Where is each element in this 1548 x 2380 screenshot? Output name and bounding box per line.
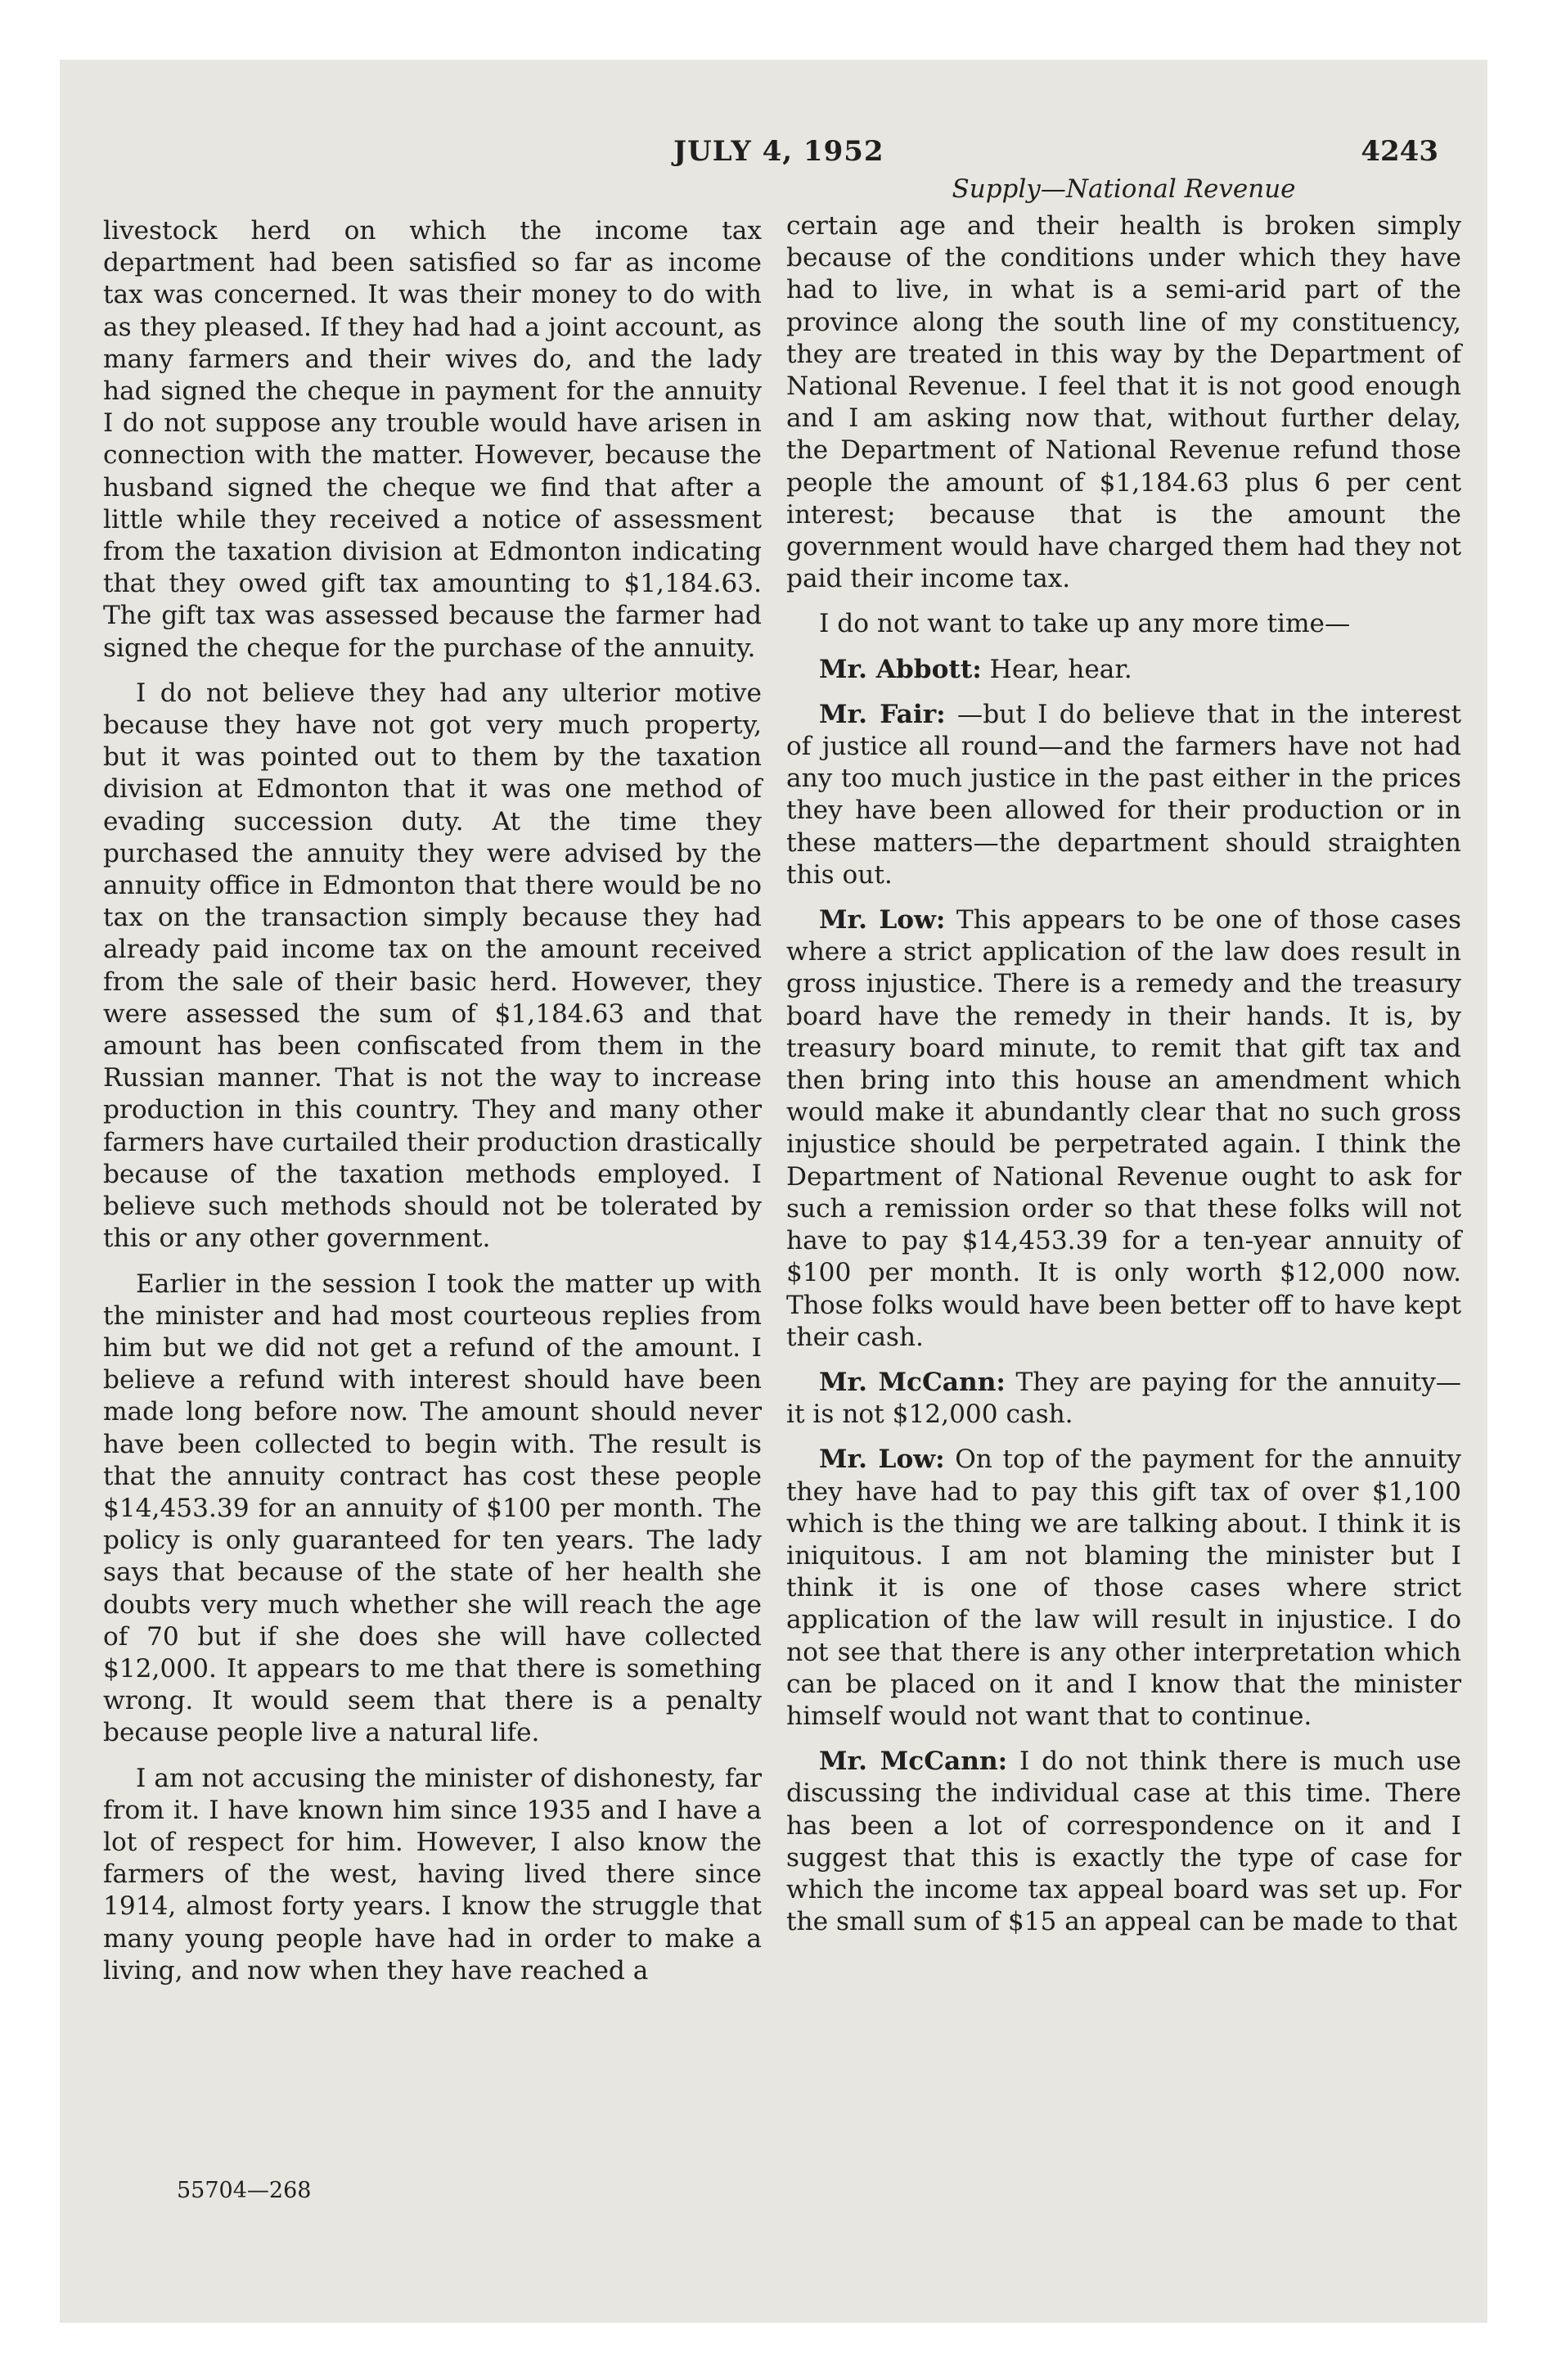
paragraph: livestock herd on which the income tax department had been satisfied so far as income tax was concerned. It was their money to do with as they pleased. If they had had a joint account, as many farmers and their wives do, and the lady had signed the cheque in payment for the annuity I do not suppose any trouble would have arisen in connection with the matter. However, because the husband signed the cheque we find that after a little while they received a notice of assessment from the taxation division at Edmonton indicating that they owed gift tax amounting to $1,184.63. The gift tax was assessed because the farmer had signed the cheque for the purchase of the annuity. [103,216,762,663]
speech-text: They are paying for the annuity—it is not $12,000 cash. [786,1367,1461,1430]
speech-text: This appears to be one of those cases where a strict application of the law does result in gross injustice. There is a remedy and the treasury board have the remedy in their hands. It is, by treasury board minute, to remit that gift tax and then bring into this house an amendment which would make it abundantly clear that no such gross injustice should be perpetrated again. I think the Department of National Revenue ought to ask for such a remission order so that these folks will not have to pay $14,453.39 for a ten-year annuity of $100 per month. It is only worth $12,000 now. Those folks would have been better off to have kept their cash. [786,905,1461,1352]
speech [786,654,1461,686]
speaker-name: Mr. Low: [819,905,946,935]
paragraph [786,210,1461,595]
speech [786,904,1461,1354]
paragraph: I am not accusing the minister of dishonesty, far from it. I have known him since 1935 and I have a lot of respect for him. However, I also know the farmers of the west, having lived there since 1914, almost forty years. I know the struggle that many young people have had in order to make a living, and now when they have reached a [103,1763,762,1986]
paragraph [786,608,1461,640]
paragraph: I do not believe they had any ulterior motive because they have not got very much property, but it was pointed out to them by the taxation division at Edmonton that it was one method of evading succession duty. At the time they purchased the annuity they were advised by the annuity office in Edmonton that there would be no tax on the transaction simply because they had already paid income tax on the amount received from the sale of their basic herd. However, they were assessed the sum of $1,184.63 and that amount has been confiscated from them in the Russian manner. That is not the way to increase production in this country. They and many other farmers have curtailed their production drastically because of the taxation methods employed. I believe such methods should not be tolerated by this or any other government. [103,678,762,1254]
speech-text: On top of the payment for the annuity they have had to pay this gift tax of over $1,100 which is the thing we are talking about. I think it is iniquitous. I am not blaming the minister but I think it is one of those cases where strict application of the law will result in injustice. I do not see that there is any other interpretation which can be placed on it and I know that the minister himself would not want that to continue. [786,1445,1461,1731]
speaker-name: Mr. Fair: [819,699,946,729]
paragraph-text: certain age and their health is broken simply because of the conditions under which they have had to live, in what is a semi-arid part of the province along the south line of my constituency, they are treated in this way by the Department of National Revenue. I feel that it is not good enough and I am asking now that, without further delay, the Department of National Revenue refund those people the amount of $1,184.63 plus 6 per cent interest; because that is the amount the government would have charged them had they not paid their income tax. [786,211,1461,594]
speech-text: —but I do believe that in the interest of justice all round—and the farmers have not had any too much justice in the past either in the prices they have been allowed for their production or in these matters—the department should straighten this out. [786,699,1461,890]
page [60,60,1487,2323]
page-number: 4243 [1361,135,1438,168]
speech [786,1746,1461,1938]
speech [786,699,1461,891]
speech [786,1367,1461,1431]
running-title: Supply—National Revenue [952,174,1296,204]
speaker-name: Mr. Low: [819,1445,945,1475]
left-column [103,215,762,2000]
paragraph: Earlier in the session I took the matter up with the minister and had most courteous replies from him but we did not get a refund of the amount. I believe a refund with interest should have been made long before now. The amount should never have been collected to begin with. The result is that the annuity contract has cost these people $14,453.39 for an annuity of $100 per month. The policy is only guaranteed for ten years. The lady says that because of the state of her health she doubts very much whether she will reach the age of 70 but if she does she will have collected $12,000. It appears to me that there is something wrong. It would seem that there is a penalty because people live a natural life. [103,1269,762,1748]
page-header [60,135,1487,176]
speech [786,1444,1461,1733]
print-code: 55704—268 [177,2178,312,2203]
right-column [786,173,1461,1951]
paragraph-text: I do not want to take up any more time— [819,609,1351,639]
speaker-name: Mr. Abbott: [819,654,982,684]
speech-text: I do not think there is much use discussing the individual case at this time. There has been a lot of correspondence on it and I suggest that this is exactly the type of case for which the income tax appeal board was set up. For the small sum of $15 an appeal can be made to that [786,1747,1462,1937]
speaker-name: Mr. McCann: [819,1747,1008,1777]
page-date: JULY 4, 1952 [673,135,884,168]
speaker-name: Mr. McCann: [819,1367,1006,1397]
speech-text: Hear, hear. [989,654,1132,684]
